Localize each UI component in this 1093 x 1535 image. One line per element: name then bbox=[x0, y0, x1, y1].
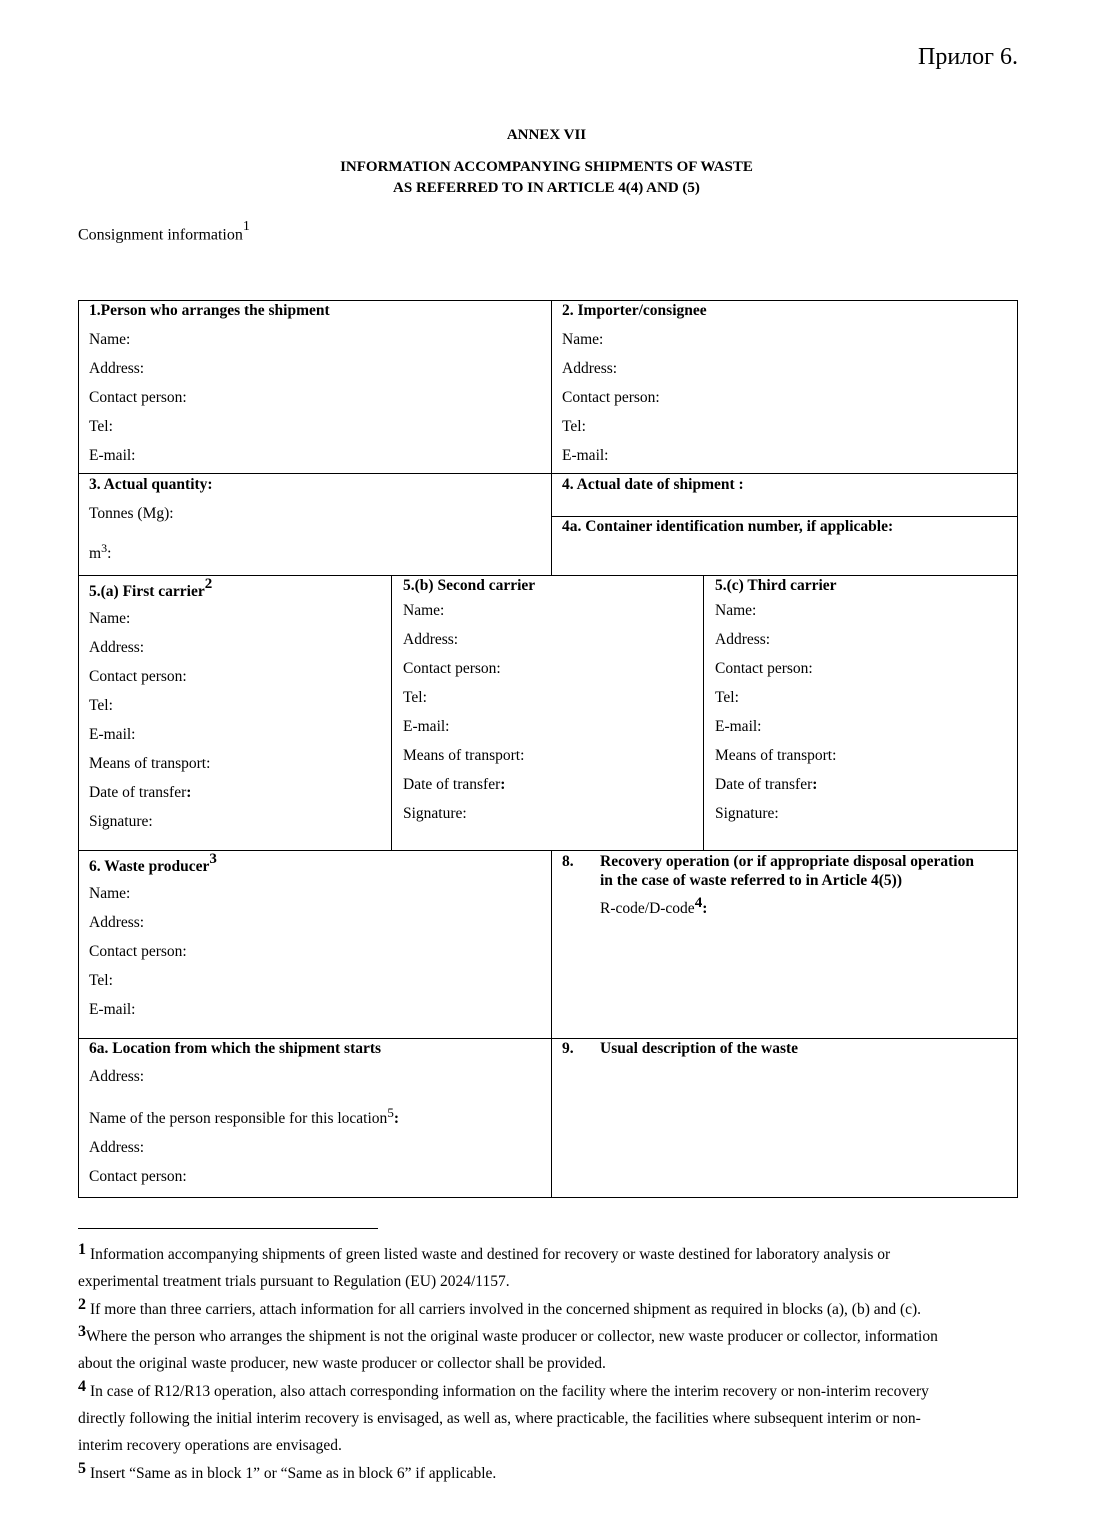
divider bbox=[703, 575, 704, 850]
block-1-person-arranging: 1.Person who arranges the shipment Name: Address: Contact person: Tel: E-mail: bbox=[89, 302, 330, 470]
tonnes-field[interactable]: Tonnes (Mg): bbox=[89, 505, 174, 522]
block-2-importer-consignee: 2. Importer/consignee Name: Address: Contact person: Tel: E-mail: bbox=[562, 302, 707, 470]
tel-field[interactable]: Tel: bbox=[403, 689, 427, 706]
means-of-transport-field[interactable]: Means of transport: bbox=[89, 755, 211, 773]
signature-field[interactable]: Signature: bbox=[403, 805, 467, 822]
annex-heading: ANNEX VII bbox=[506, 127, 587, 143]
tel-field[interactable]: Tel: bbox=[89, 418, 113, 435]
address-field[interactable]: Address: bbox=[89, 639, 145, 657]
divider bbox=[391, 575, 392, 850]
email-field[interactable]: E-mail: bbox=[89, 1001, 136, 1019]
footnote-ref: 2 bbox=[204, 576, 213, 592]
contact-person-field[interactable]: Contact person: bbox=[403, 660, 501, 677]
divider bbox=[79, 575, 1017, 576]
email-field[interactable]: E-mail: bbox=[89, 726, 136, 744]
title-line-1: INFORMATION ACCOMPANYING SHIPMENTS OF WASTE bbox=[340, 159, 753, 175]
block-5a-first-carrier: 5.(a) First carrier$^2$ Name: Address: Contact person: Tel: E-mail: Means of transport: Date of transfer: Signature: bbox=[89, 578, 212, 836]
tel-field[interactable]: Tel: bbox=[89, 972, 113, 990]
contact-person-field[interactable]: Contact person: bbox=[715, 660, 813, 677]
cubic-metres-field[interactable]: $m^3$: bbox=[89, 541, 112, 563]
tel-field[interactable]: Tel: bbox=[715, 689, 739, 706]
consignment-info-label: Consignment information$^1$ bbox=[78, 219, 250, 244]
block-4-actual-date[interactable]: 4. Actual date of shipment : bbox=[562, 476, 744, 493]
divider bbox=[551, 516, 1017, 517]
block-5b-second-carrier: 5.(b) Second carrier Name: Address: Contact person: Tel: E-mail: Means of transport: Date of transfer: Signature: bbox=[403, 577, 535, 828]
means-of-transport-field[interactable]: Means of transport: bbox=[715, 747, 837, 764]
signature-field[interactable]: Signature: bbox=[89, 813, 153, 831]
contact-person-field[interactable]: Contact person: bbox=[562, 389, 660, 406]
email-field[interactable]: E-mail: bbox=[403, 718, 450, 735]
name-field[interactable]: Name: bbox=[89, 885, 131, 903]
contact-person-field[interactable]: Contact person: bbox=[89, 668, 187, 686]
footnote-ref: 1 bbox=[242, 219, 250, 234]
name-field[interactable]: Name: bbox=[562, 331, 604, 348]
name-field[interactable]: Name: bbox=[89, 610, 131, 628]
footnote-5: 5 Insert “Same as in block 1” or “Same as in block 6” if applicable. bbox=[78, 1460, 497, 1482]
name-field[interactable]: Name: bbox=[89, 331, 131, 348]
signature-field[interactable]: Signature: bbox=[715, 805, 779, 822]
footnote-separator bbox=[78, 1228, 378, 1229]
footnote-ref: 3 bbox=[209, 851, 217, 867]
block-4a-container-id[interactable]: 4a. Container identification number, if applicable: bbox=[562, 518, 894, 535]
email-field[interactable]: E-mail: bbox=[562, 447, 609, 464]
address-field[interactable]: Address: bbox=[89, 1068, 145, 1085]
email-field[interactable]: E-mail: bbox=[89, 447, 136, 464]
block-6-waste-producer: 6. Waste producer$^3$ Name: Address: Contact person: Tel: E-mail: bbox=[89, 853, 217, 1024]
contact-person-field[interactable]: Contact person: bbox=[89, 389, 187, 406]
footnote-1: 1 Information accompanying shipments of green listed waste and destined for recovery or waste destined for laboratory analysis or experimental treatment trials pursuant to Regulation (EU) 2024/1157. bbox=[78, 1241, 891, 1290]
block-5c-third-carrier: 5.(c) Third carrier Name: Address: Contact person: Tel: E-mail: Means of transport: Date of transfer: Signature: bbox=[715, 577, 837, 828]
footnote-2: 2 If more than three carriers, attach information for all carriers involved in the concerned shipment as required in blocks (a), (b) and (c). bbox=[78, 1296, 922, 1318]
block-8-recovery-operation[interactable]: 8. Recovery operation (or if appropriate disposal operation in the case of waste referred to in Article 4(5)) R-code/D-code$^4$: bbox=[562, 853, 974, 918]
address-field[interactable]: Address: bbox=[89, 1139, 145, 1156]
date-of-transfer-field[interactable]: Date of transfer: bbox=[715, 776, 818, 793]
footnote-3: 3Where the person who arranges the shipment is not the original waste producer or collector, new waste producer or collector, information about the original waste producer, new waste producer or collector shall be provided. bbox=[78, 1323, 938, 1372]
consignment-form bbox=[78, 300, 1018, 1198]
name-field[interactable]: Name: bbox=[715, 602, 757, 619]
email-field[interactable]: E-mail: bbox=[715, 718, 762, 735]
address-field[interactable]: Address: bbox=[89, 360, 145, 377]
footnote-4: 4 In case of R12/R13 operation, also attach corresponding information on the facility where the interim recovery or non-interim recovery directly following the initial interim recovery is envisaged, as well as, where practicable, the facilities where subsequent interim or non- interim recovery operations are envisaged. bbox=[78, 1378, 929, 1454]
divider bbox=[551, 301, 552, 575]
address-field[interactable]: Address: bbox=[562, 360, 618, 377]
means-of-transport-field[interactable]: Means of transport: bbox=[403, 747, 525, 764]
block-6a-shipment-start-location: 6a. Location from which the shipment starts Address: Name of the person responsible for this location$^5$: Address: Contact person: bbox=[89, 1040, 399, 1191]
date-of-transfer-field[interactable]: Date of transfer: bbox=[89, 784, 192, 802]
divider bbox=[79, 850, 1017, 851]
address-field[interactable]: Address: bbox=[89, 914, 145, 932]
address-field[interactable]: Address: bbox=[403, 631, 459, 648]
page-label: Прилог 6. bbox=[918, 44, 1018, 70]
divider bbox=[79, 1038, 1017, 1039]
divider bbox=[79, 473, 1017, 474]
block-3-actual-quantity: 3. Actual quantity: Tonnes (Mg): $m^3$: bbox=[89, 476, 213, 563]
tel-field[interactable]: Tel: bbox=[89, 697, 113, 715]
contact-person-field[interactable]: Contact person: bbox=[89, 943, 187, 961]
responsible-person-field[interactable]: Name of the person responsible for this location$^5$: bbox=[89, 1105, 399, 1128]
contact-person-field[interactable]: Contact person: bbox=[89, 1168, 187, 1185]
address-field[interactable]: Address: bbox=[715, 631, 771, 648]
tel-field[interactable]: Tel: bbox=[562, 418, 586, 435]
title-line-2: AS REFERRED TO IN ARTICLE 4(4) AND (5) bbox=[393, 180, 700, 196]
name-field[interactable]: Name: bbox=[403, 602, 445, 619]
r-code-d-code-field[interactable]: R-code/D-code$^4$: bbox=[600, 895, 708, 918]
divider bbox=[551, 850, 552, 1198]
block-9-waste-description[interactable]: 9. Usual description of the waste bbox=[562, 1040, 799, 1057]
date-of-transfer-field[interactable]: Date of transfer: bbox=[403, 776, 506, 793]
